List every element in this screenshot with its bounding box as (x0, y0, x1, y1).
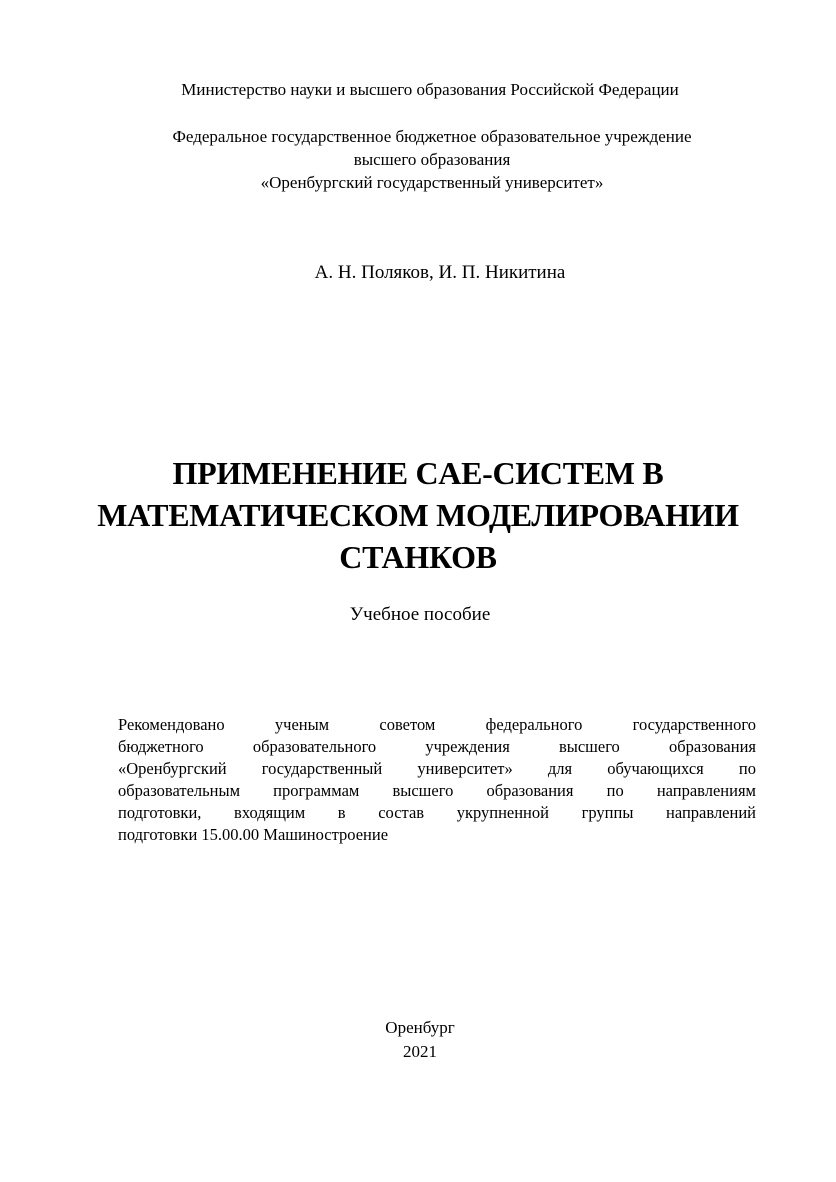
recommendation-paragraph (118, 714, 756, 846)
authors: А. Н. Поляков, И. П. Никитина (314, 262, 566, 283)
recommendation-line-3: «Оренбургский государственный университет» для обучающихся по (118, 759, 756, 778)
book-title (0, 452, 836, 578)
recommendation-line-4: образовательным программам высшего образования по направлениям (118, 781, 756, 800)
title-line-2: МАТЕМАТИЧЕСКОМ МОДЕЛИРОВАНИИ (97, 497, 739, 533)
publication-city: Оренбург (385, 1018, 455, 1037)
ministry-line: Министерство науки и высшего образования Российской Федерации (181, 80, 679, 99)
recommendation-line-6: подготовки 15.00.00 Машиностроение (118, 825, 389, 844)
book-subtitle: Учебное пособие (349, 604, 491, 625)
recommendation-line-5: подготовки, входящим в состав укрупненной группы направлений (118, 803, 756, 822)
recommendation-line-1: Рекомендовано ученым советом федерального государственного (118, 715, 756, 734)
publication-year: 2021 (403, 1042, 437, 1061)
title-line-1: ПРИМЕНЕНИЕ CAE-СИСТЕМ В (172, 455, 664, 491)
institution-line-3: «Оренбургский государственный университет» (260, 173, 604, 192)
recommendation-line-2: бюджетного образовательного учреждения высшего образования (118, 737, 756, 756)
institution-line-1: Федеральное государственное бюджетное образовательное учреждение (172, 127, 692, 146)
title-line-3: СТАНКОВ (339, 539, 497, 575)
institution-line-2: высшего образования (353, 150, 511, 169)
